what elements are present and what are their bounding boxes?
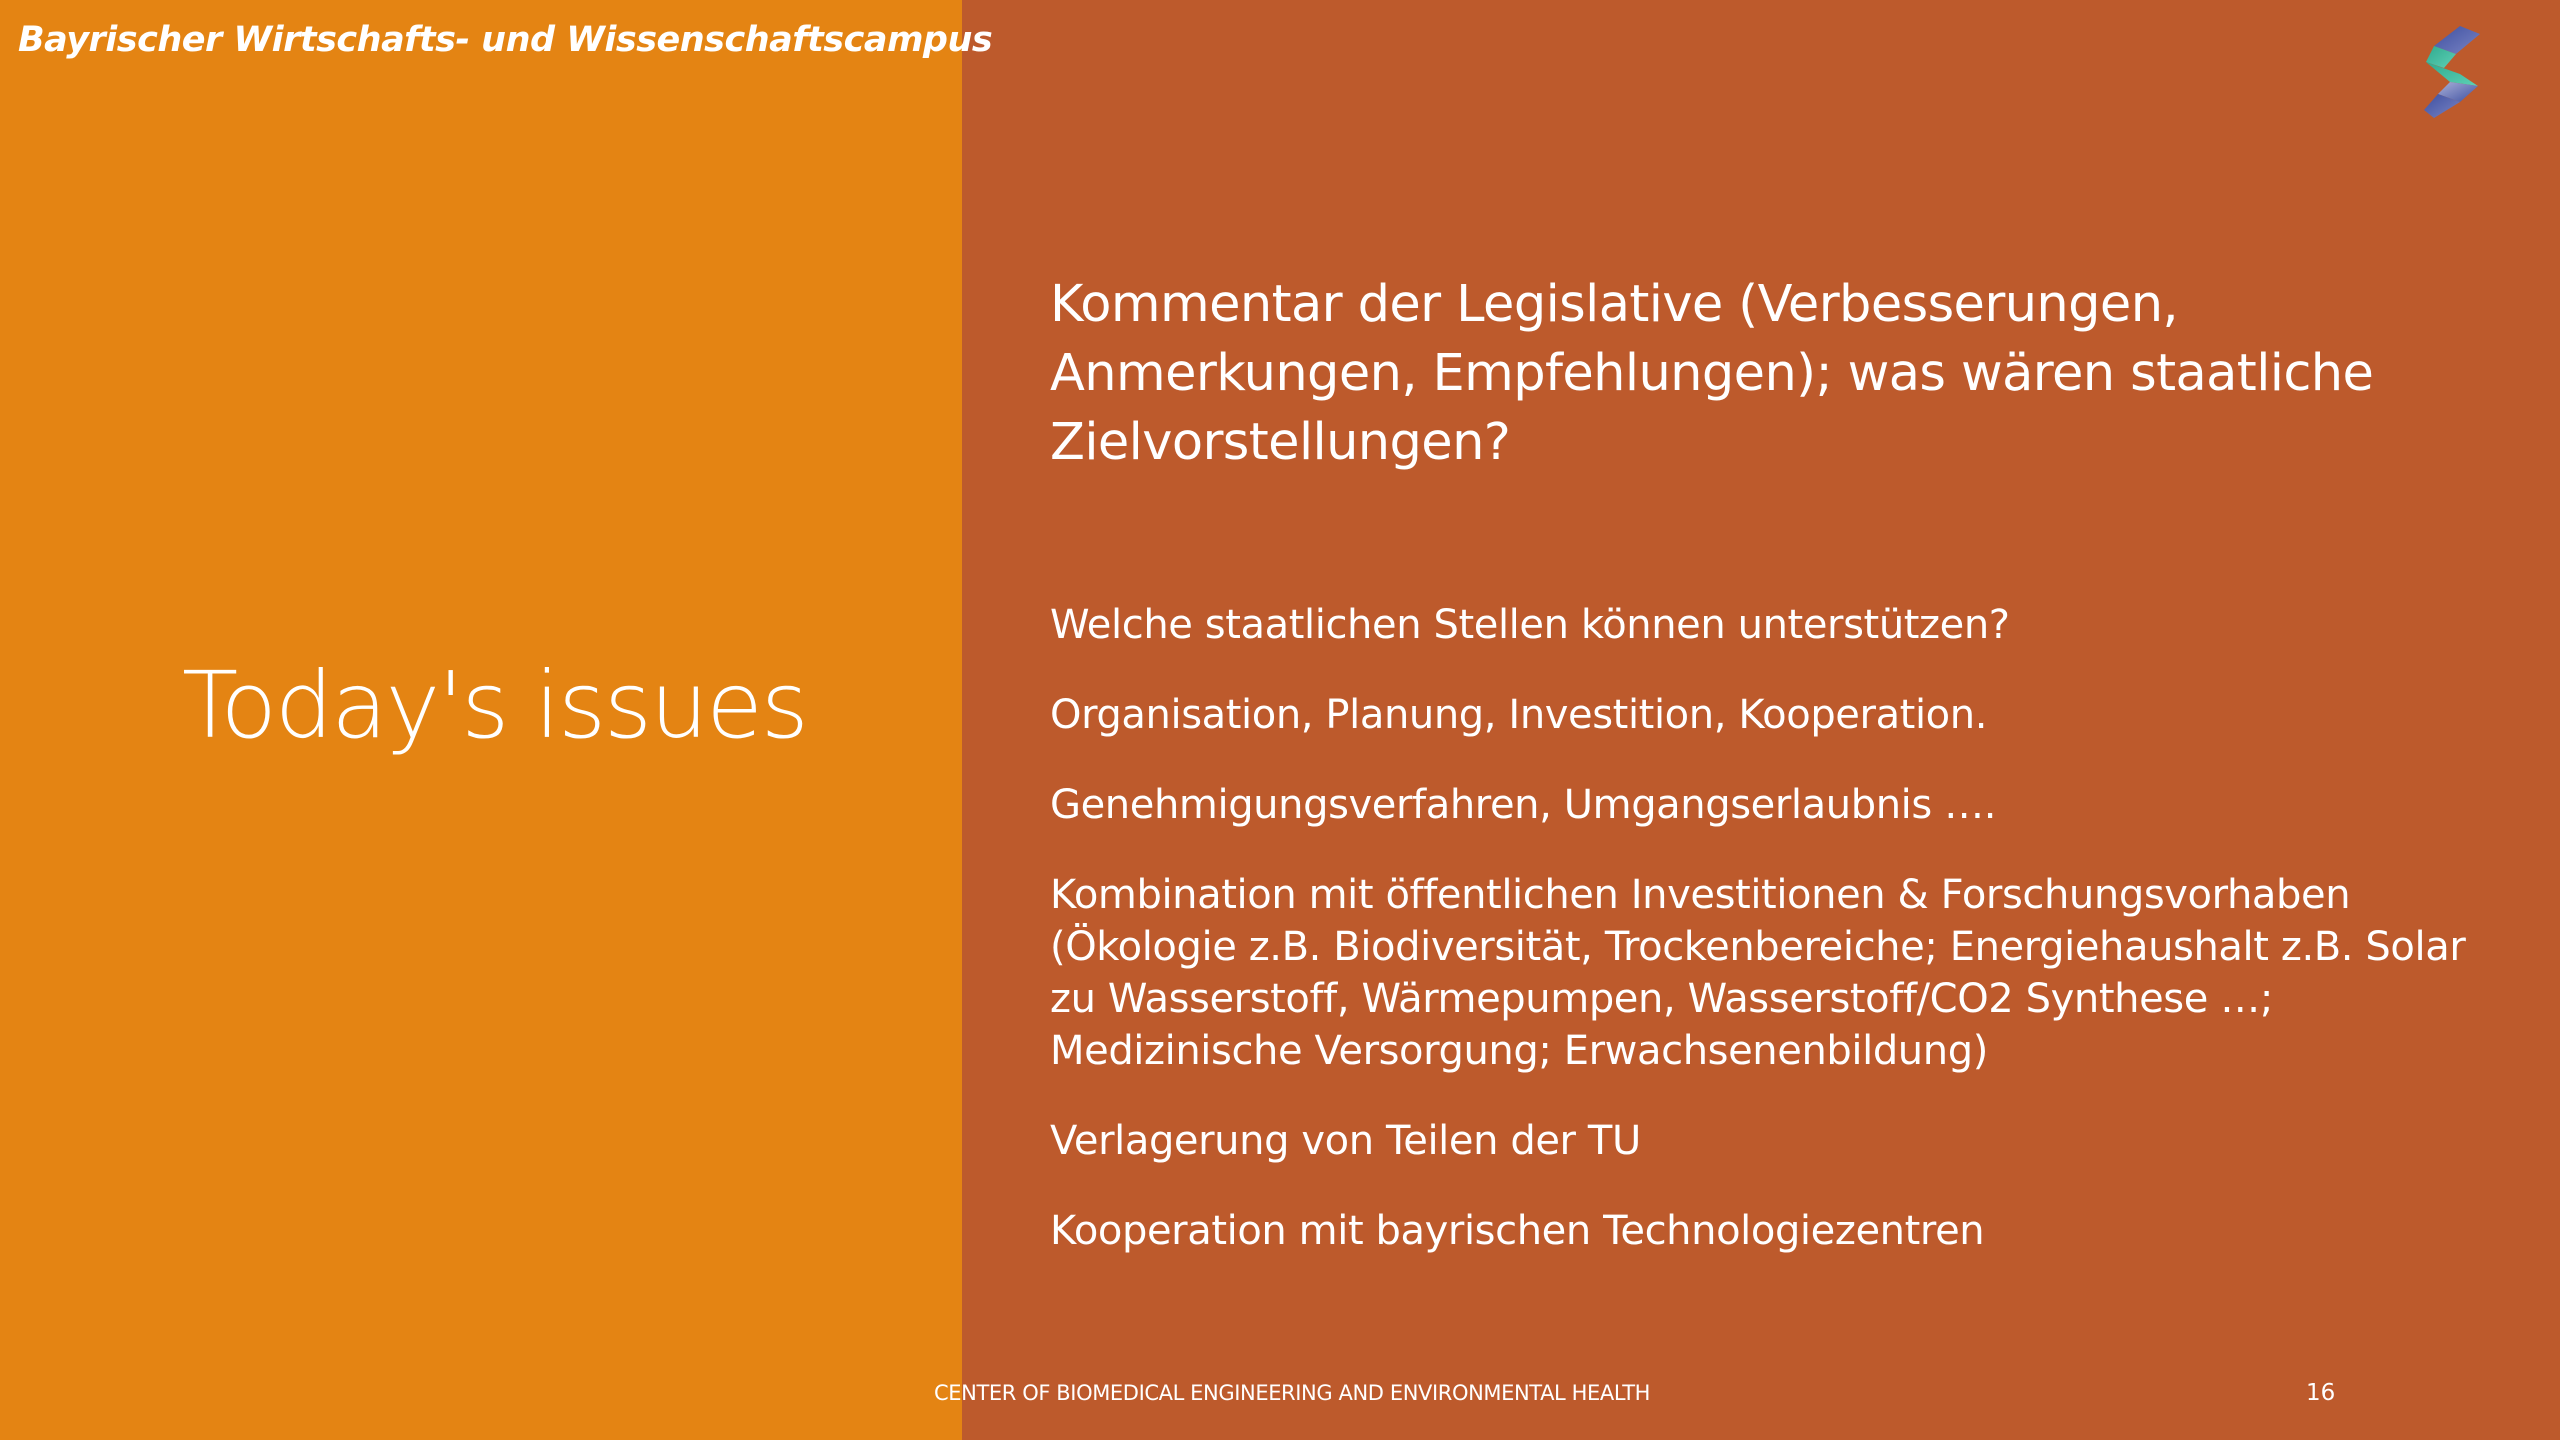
content-area bbox=[1050, 270, 2490, 1295]
campus-title: Bayrischer Wirtschafts- und Wissenschaftscampus bbox=[18, 20, 993, 60]
bullet-item: Kombination mit öffentlichen Investitionen & Forschungsvorhaben (Ökologie z.B. Biodiversität, Trockenbereiche; Energiehaushalt z.B. Solar zu Wasserstoff, Wärmepumpen, Wasserstoff/CO2 Synthese …; Medizinische Versorgung; Erwachsenenbildung) bbox=[1050, 872, 2466, 1074]
bullet-list bbox=[1050, 599, 2490, 1257]
section-title: Today's issues bbox=[182, 652, 807, 759]
s-shaped-logo-icon bbox=[2420, 24, 2486, 120]
slide-heading: Kommentar der Legislative (Verbesserungen, Anmerkungen, Empfehlungen); was wären staatliche Zielvorstellungen? bbox=[1050, 275, 2374, 472]
footer-center-name: CENTER OF BIOMEDICAL ENGINEERING AND ENVIRONMENTAL HEALTH bbox=[934, 1381, 1651, 1405]
bullet-item: Verlagerung von Teilen der TU bbox=[1050, 1118, 1641, 1164]
bullet-item: Genehmigungsverfahren, Umgangserlaubnis …. bbox=[1050, 782, 1997, 828]
bullet-item: Organisation, Planung, Investition, Kooperation. bbox=[1050, 692, 1988, 738]
bullet-item: Welche staatlichen Stellen können unterstützen? bbox=[1050, 602, 2010, 648]
bullet-item: Kooperation mit bayrischen Technologiezentren bbox=[1050, 1208, 1985, 1254]
page-number: 16 bbox=[2306, 1380, 2336, 1406]
left-panel bbox=[0, 0, 993, 1440]
